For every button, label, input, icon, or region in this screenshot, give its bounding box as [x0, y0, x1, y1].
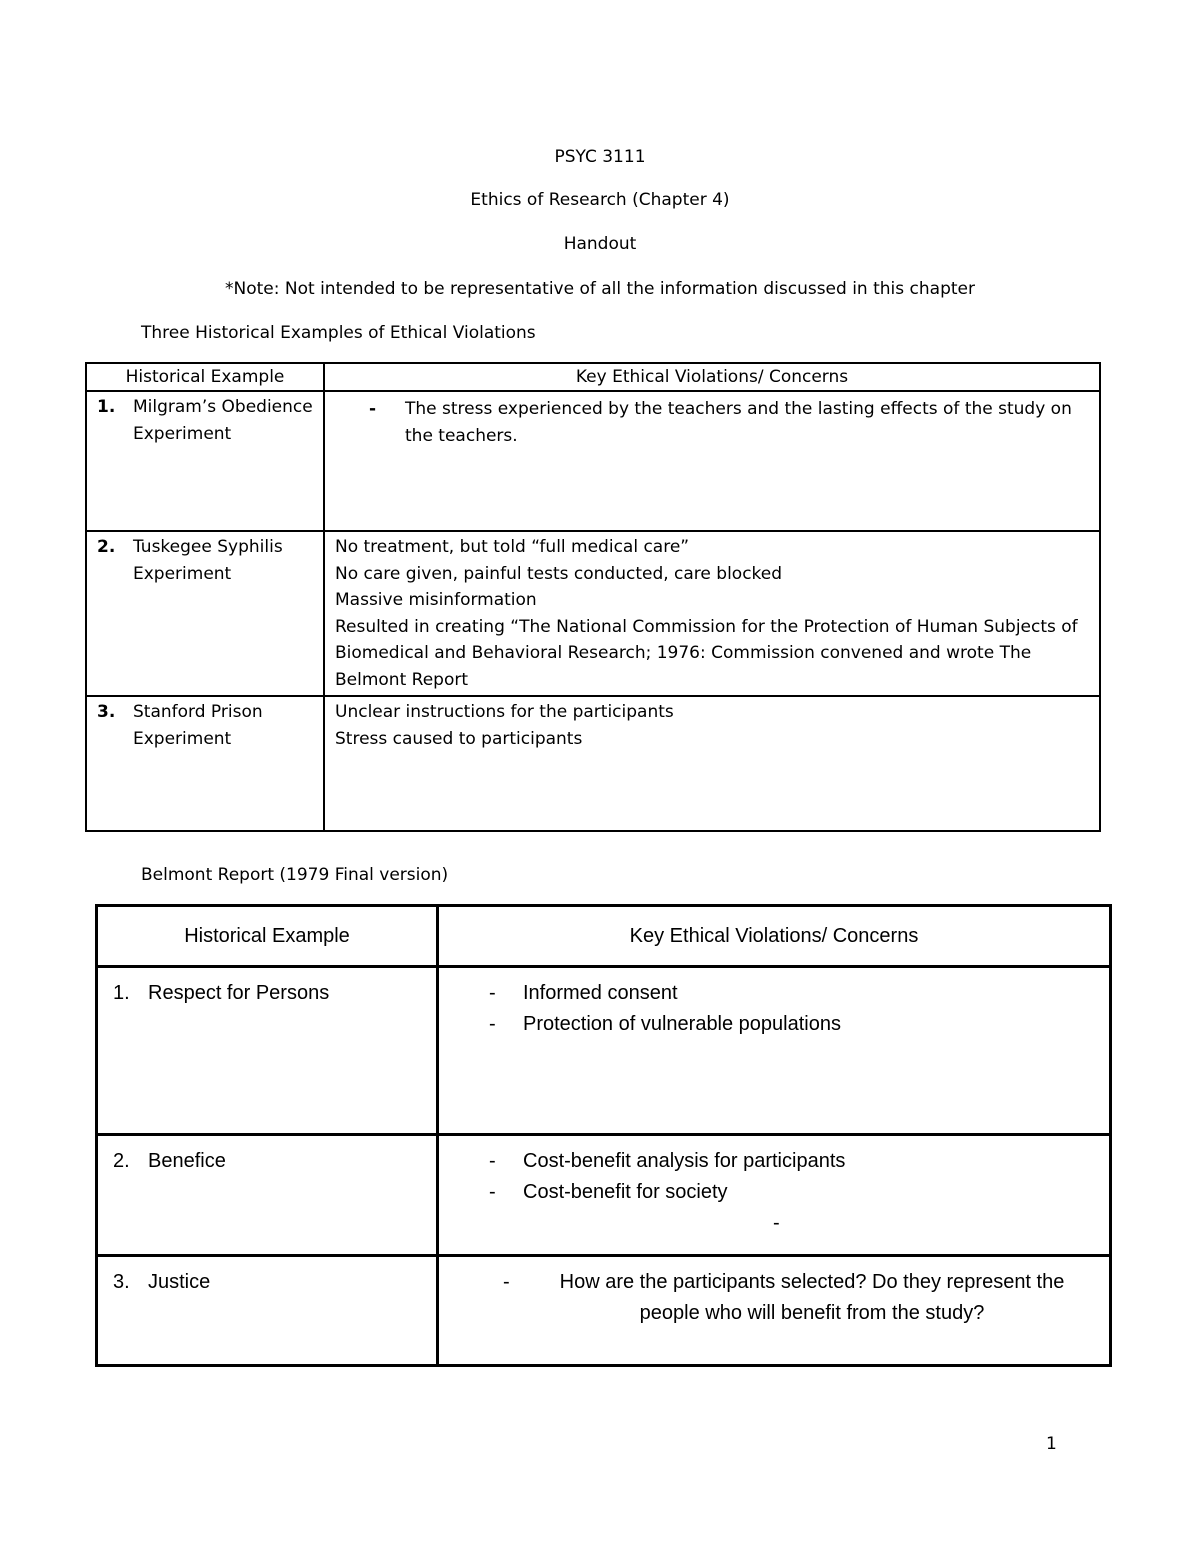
list-item — [335, 396, 1089, 449]
list-item — [451, 1267, 1097, 1329]
concerns-cell — [438, 1256, 1111, 1366]
bullet-dash: - — [489, 1181, 496, 1203]
list-item: Unclear instructions for the participants — [335, 702, 674, 722]
row-number: 3. — [113, 1271, 130, 1293]
course-code: PSYC 3111 — [554, 147, 646, 167]
bullet-dash: - — [489, 982, 496, 1004]
empty-bullet: - — [773, 1212, 780, 1234]
table-row — [86, 696, 1100, 831]
row-number: 1. — [113, 982, 130, 1004]
list-item — [451, 1009, 1097, 1040]
list-item: Massive misinformation — [335, 590, 537, 610]
row-number: 1. — [97, 397, 116, 417]
list-item: No care given, painful tests conducted, care blocked — [335, 563, 783, 584]
list-item — [451, 978, 1097, 1009]
table-header-row — [97, 906, 1111, 967]
concern-text: Protection of vulnerable populations — [523, 1013, 841, 1035]
principle-name: Benefice — [148, 1150, 226, 1172]
list-item — [451, 1177, 1097, 1208]
table-row — [97, 1256, 1111, 1366]
column-header: Historical Example — [86, 363, 324, 391]
row-number: 2. — [113, 1150, 130, 1172]
concern-text: The stress experienced by the teachers and the lasting effects of the study on the teachers. — [405, 399, 1072, 446]
list-item: Resulted in creating “The National Commission for the Protection of Human Subjects of Biomedical and Behavioral Research; 1976: Commission convened and wrote The Belmont Report — [335, 616, 1078, 690]
section1-heading: Three Historical Examples of Ethical Violations — [141, 323, 536, 343]
list-item: No treatment, but told “full medical care” — [335, 537, 690, 557]
historical-examples-table — [85, 362, 1101, 832]
table-row — [86, 391, 1100, 531]
concerns-cell — [324, 531, 1100, 696]
row-number: 2. — [97, 537, 116, 557]
example-cell — [86, 696, 324, 831]
table-row — [86, 531, 1100, 696]
document-type: Handout — [563, 234, 637, 254]
column-header: Key Ethical Violations/ Concerns — [438, 906, 1111, 967]
concerns-cell — [438, 967, 1111, 1135]
column-header: Historical Example — [97, 906, 438, 967]
example-name: Milgram’s Obedience Experiment — [133, 397, 313, 444]
principle-name: Respect for Persons — [148, 982, 330, 1004]
bullet-dash: - — [489, 1150, 496, 1172]
bullet-dash: - — [489, 1013, 496, 1035]
table-row — [97, 967, 1111, 1135]
concern-text: How are the participants selected? Do they represent the people who will benefit from the study? — [559, 1271, 1065, 1324]
section2-heading: Belmont Report (1979 Final version) — [141, 865, 449, 885]
column-header: Key Ethical Violations/ Concerns — [324, 363, 1100, 391]
example-cell — [86, 391, 324, 531]
concern-text: Cost-benefit for society — [523, 1181, 728, 1203]
belmont-report-table — [95, 904, 1112, 1367]
example-name: Tuskegee Syphilis Experiment — [133, 537, 283, 584]
table-row — [97, 1135, 1111, 1256]
example-name: Stanford Prison Experiment — [133, 702, 263, 749]
principle-name: Justice — [148, 1271, 211, 1293]
concern-text: Cost-benefit analysis for participants — [523, 1150, 846, 1172]
row-number: 3. — [97, 702, 116, 722]
table-header-row — [86, 363, 1100, 391]
concerns-cell — [324, 696, 1100, 831]
concerns-cell — [438, 1135, 1111, 1256]
principle-cell — [97, 1256, 438, 1366]
concerns-cell — [324, 391, 1100, 531]
page-number: 1 — [1046, 1434, 1057, 1454]
concern-text: Informed consent — [523, 982, 678, 1004]
list-item — [451, 1146, 1097, 1177]
document-title: Ethics of Research (Chapter 4) — [470, 190, 730, 210]
principle-cell — [97, 967, 438, 1135]
example-cell — [86, 531, 324, 696]
bullet-dash: - — [503, 1271, 510, 1293]
list-item: Stress caused to participants — [335, 728, 583, 749]
bullet-dash: - — [369, 399, 377, 419]
document-note: *Note: Not intended to be representative of all the information discussed in this chapter — [225, 279, 975, 299]
principle-cell — [97, 1135, 438, 1256]
